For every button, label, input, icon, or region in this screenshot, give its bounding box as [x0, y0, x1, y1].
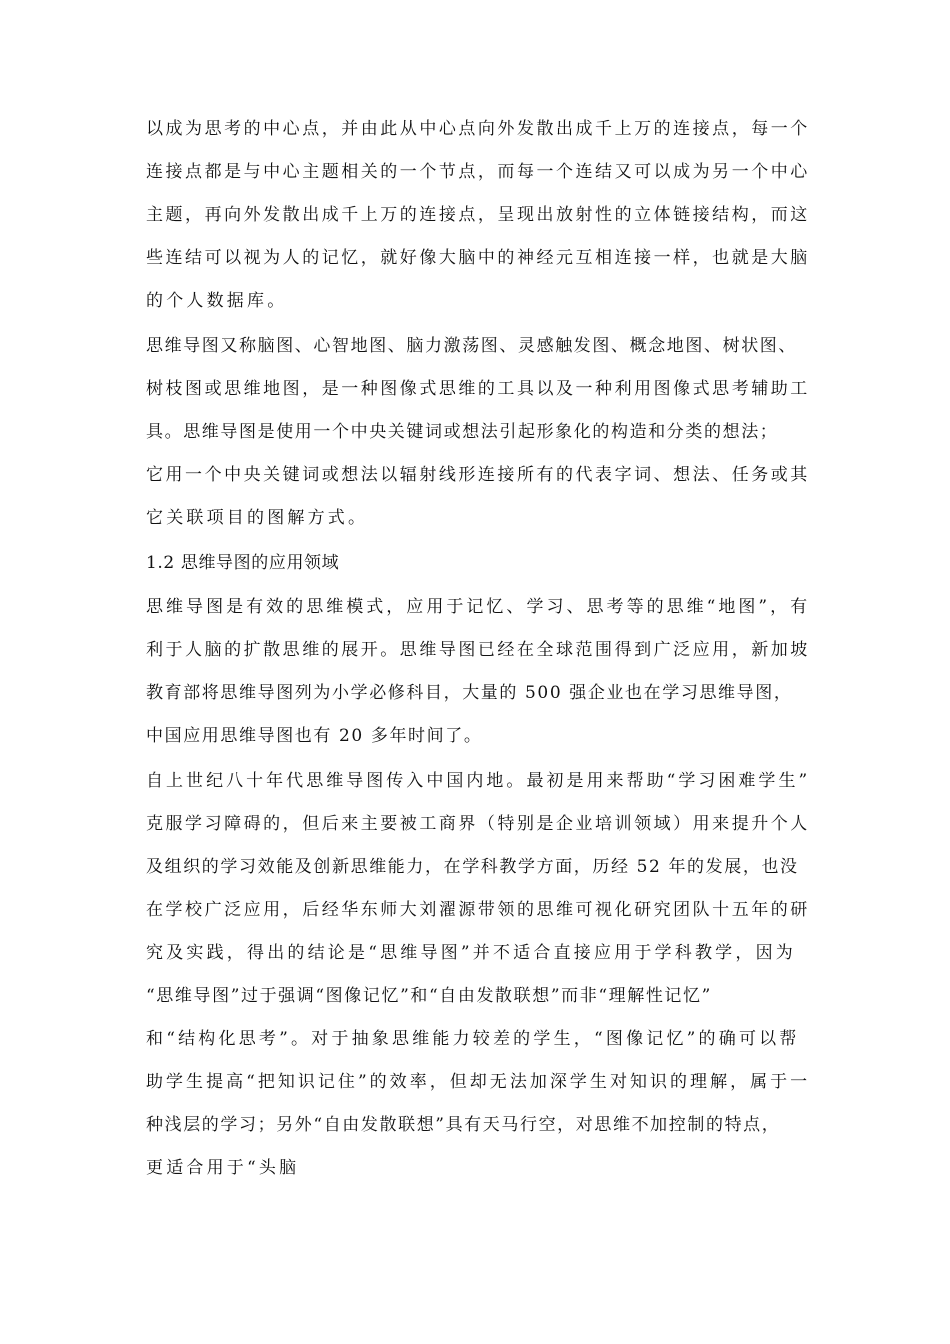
text-line: 的个人数据库。: [146, 291, 288, 311]
text-line: 思维导图是有效的思维模式，应用于记忆、学习、思考等的思维“地图”，有: [146, 597, 811, 617]
text-line: 更适合用于“头脑: [146, 1158, 300, 1178]
text-line: 具。思维导图是使用一个中央关键词或想法引起形象化的构造和分类的想法；: [146, 422, 779, 442]
text-line: 及组织的学习效能及创新思维能力，在学科教学方面，历经 52 年的发展，也没: [146, 857, 799, 877]
text-line: 些连结可以视为人的记忆，就好像大脑中的神经元互相连接一样，也就是大脑: [146, 248, 810, 268]
text-line: 教育部将思维导图列为小学必修科目，大量的 500 强企业也在学习思维导图，: [146, 683, 793, 703]
text-line: 究及实践，得出的结论是“思维导图”并不适合直接应用于学科教学，因为: [146, 943, 796, 963]
text-line: 利于人脑的扩散思维的展开。思维导图已经在全球范围得到广泛应用，新加坡: [146, 640, 810, 660]
text-line: 它关联项目的图解方式。: [146, 508, 369, 528]
text-line: 树枝图或思维地图，是一种图像式思维的工具以及一种利用图像式思考辅助工: [146, 379, 810, 399]
text-line: “思维导图”过于强调“图像记忆”和“自由发散联想”而非“理解性记忆”: [146, 986, 712, 1006]
text-line: 助学生提高“把知识记住”的效率，但却无法加深学生对知识的理解，属于一: [146, 1072, 811, 1092]
text-line: 连接点都是与中心主题相关的一个节点，而每一个连结又可以成为另一个中心: [146, 162, 810, 182]
text-line: 自上世纪八十年代思维导图传入中国内地。最初是用来帮助“学习困难学生”: [146, 771, 811, 791]
text-line: 和“结构化思考”。对于抽象思维能力较差的学生，“图像记忆”的确可以帮: [146, 1029, 800, 1049]
text-line: 种浅层的学习；另外“自由发散联想”具有天马行空，对思维不加控制的特点，: [146, 1115, 781, 1135]
text-line: 主题，再向外发散出成千上万的连接点，呈现出放射性的立体链接结构，而这: [146, 205, 810, 225]
text-line: 中国应用思维导图也有 20 多年时间了。: [146, 726, 483, 746]
text-line: 思维导图又称脑图、心智地图、脑力激荡图、灵感触发图、概念地图、树状图、: [146, 336, 797, 356]
section-heading: 1.2 思维导图的应用领域: [146, 553, 340, 573]
text-line: 在学校广泛应用，后经华东师大刘濯源带领的思维可视化研究团队十五年的研: [146, 900, 810, 920]
text-line: 它用一个中央关键词或想法以辐射线形连接所有的代表字词、想法、任务或其: [146, 465, 810, 485]
text-line: 以成为思考的中心点，并由此从中心点向外发散出成千上万的连接点，每一个: [146, 119, 810, 139]
text-line: 克服学习障碍的，但后来主要被工商界（特别是企业培训领域）用来提升个人: [146, 814, 810, 834]
